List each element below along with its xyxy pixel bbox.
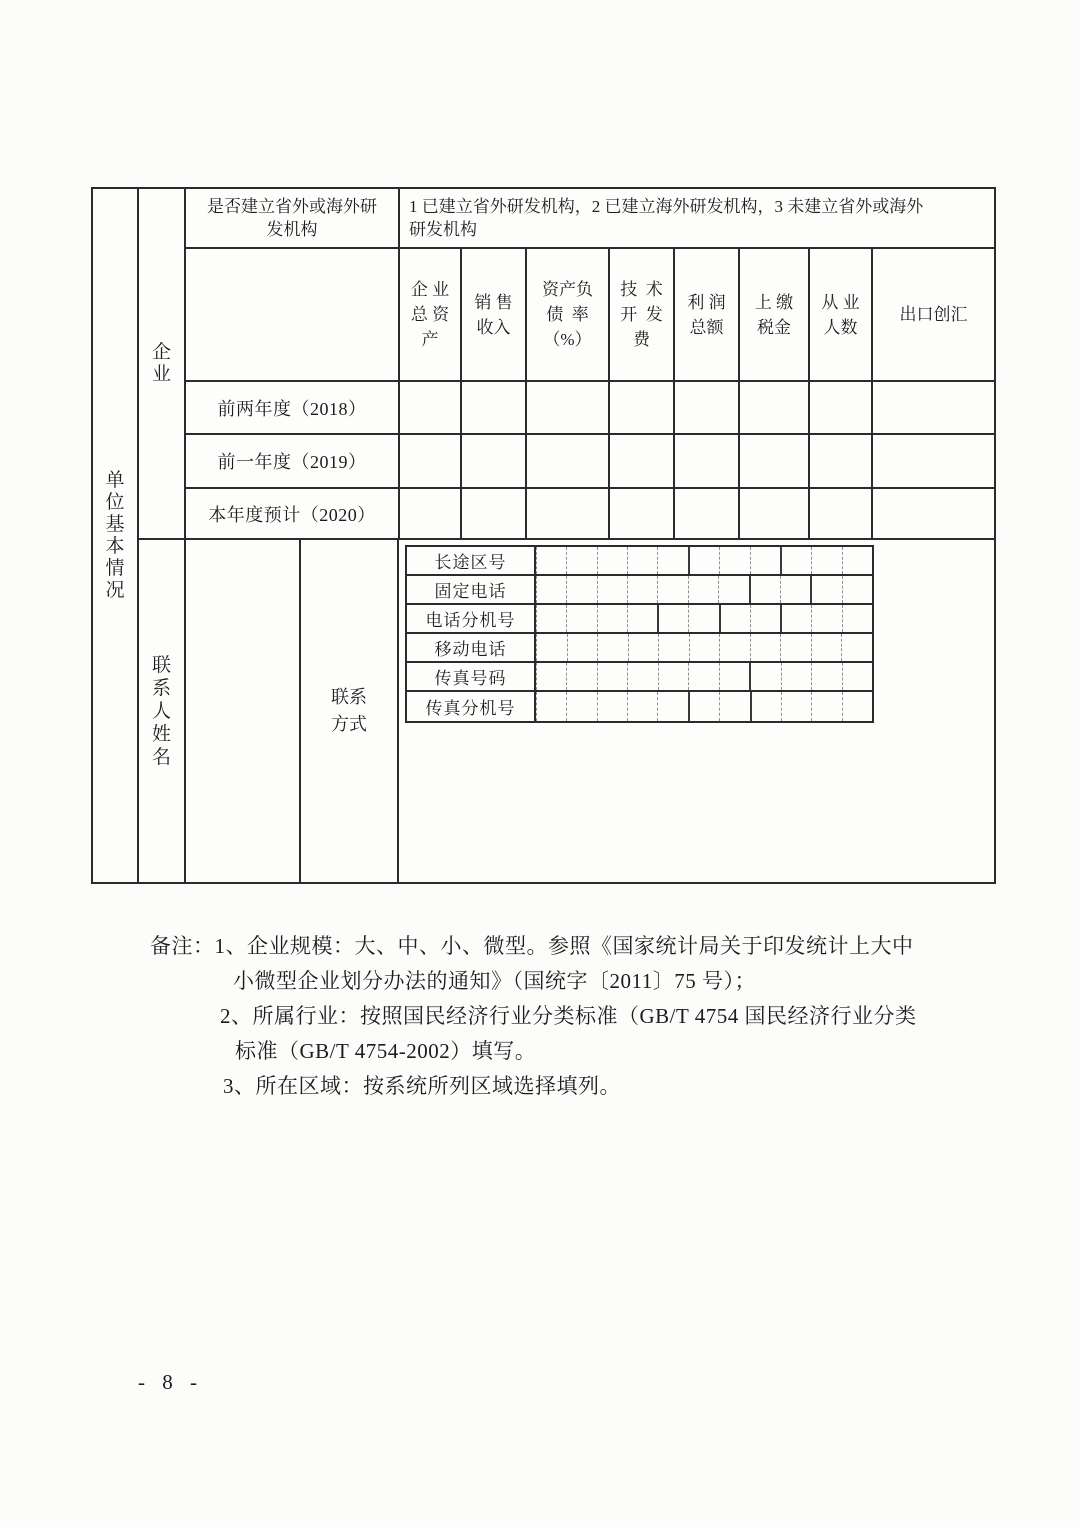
data-cell-empty xyxy=(527,382,610,433)
digit-cell xyxy=(842,576,872,603)
phone-row-extension xyxy=(407,605,872,634)
digit-cell xyxy=(658,634,689,661)
digit-cell xyxy=(658,663,688,690)
digit-cell xyxy=(536,634,567,661)
digit-cell xyxy=(842,547,872,574)
phone-row-label: 传真分机号 xyxy=(407,692,536,721)
digit-cell xyxy=(719,547,749,574)
digit-cell xyxy=(781,692,811,721)
digit-cell xyxy=(536,692,566,721)
digit-cell xyxy=(688,576,718,603)
digit-cell xyxy=(811,605,841,632)
digit-cell xyxy=(780,634,811,661)
digit-cell xyxy=(597,634,628,661)
digit-cell xyxy=(719,605,750,632)
data-cell-empty xyxy=(527,435,610,487)
table-row-year-2020 xyxy=(186,489,994,540)
phone-row-label: 电话分机号 xyxy=(407,605,536,632)
digit-cell xyxy=(597,663,627,690)
contact-name-entry-cell xyxy=(186,540,301,882)
data-cell-empty xyxy=(527,489,610,538)
data-cell-empty xyxy=(873,435,994,487)
row-group-label: 单位基本情况 xyxy=(105,469,125,601)
data-cell-empty xyxy=(810,435,873,487)
phone-row-label: 固定电话 xyxy=(407,576,536,603)
column-header-total-profit: 利 润 总额 xyxy=(675,249,740,380)
remark-line: 备注：1、企业规模：大、中、小、微型。参照《国家统计局关于印发统计上大中 xyxy=(150,934,914,958)
digit-cell xyxy=(536,547,566,574)
digit-cell xyxy=(749,663,780,690)
group-column xyxy=(139,189,186,882)
digit-cell xyxy=(657,547,687,574)
phone-row-label: 移动电话 xyxy=(407,634,536,661)
year-row-label: 本年度预计（2020） xyxy=(186,489,400,538)
phone-row-fax-extension xyxy=(407,692,872,721)
digit-cell xyxy=(780,547,811,574)
digit-cell xyxy=(780,576,810,603)
digit-cell xyxy=(688,663,718,690)
digit-cell xyxy=(718,576,748,603)
digit-cell xyxy=(597,576,627,603)
digit-cell xyxy=(566,605,596,632)
digit-cell xyxy=(719,663,749,690)
digit-cell xyxy=(688,605,718,632)
digit-cell xyxy=(566,692,596,721)
data-cell-empty xyxy=(740,489,810,538)
remark-line: 3、所在区域：按系统所列区域选择填列。 xyxy=(223,1074,621,1098)
data-cell-empty xyxy=(462,382,527,433)
table-row-year-2018 xyxy=(186,382,994,435)
digit-cell xyxy=(536,576,566,603)
digit-cell xyxy=(536,663,566,690)
data-cell-empty xyxy=(740,435,810,487)
digit-cell xyxy=(810,576,841,603)
digit-cell xyxy=(566,547,596,574)
data-cell-empty xyxy=(873,382,994,433)
digit-cell xyxy=(842,692,872,721)
digit-cell xyxy=(567,634,598,661)
digit-cell xyxy=(566,576,596,603)
data-cell-empty xyxy=(740,382,810,433)
digit-cell xyxy=(750,547,780,574)
data-cell-empty xyxy=(810,382,873,433)
digit-cell xyxy=(689,634,720,661)
data-cell-empty xyxy=(675,435,740,487)
phone-row-label: 传真号码 xyxy=(407,663,536,690)
digit-cell xyxy=(657,576,687,603)
data-cell-empty xyxy=(675,382,740,433)
remark-line: 2、所属行业：按照国民经济行业分类标准（GB/T 4754 国民经济行业分类 xyxy=(220,1004,917,1028)
unit-info-table xyxy=(91,187,996,884)
column-header-employees: 从 业 人数 xyxy=(810,249,873,380)
digit-cell xyxy=(842,663,872,690)
data-cell-empty xyxy=(400,489,462,538)
header-blank-cell xyxy=(186,249,400,380)
digit-cell xyxy=(719,634,750,661)
digit-cell xyxy=(811,692,841,721)
rnd-branch-options: 1 已建立省外研发机构，2 已建立海外研发机构，3 未建立省外或海外 研发机构 xyxy=(409,197,924,239)
group-cell-contact-person xyxy=(139,540,184,882)
contact-method-cell xyxy=(301,540,399,882)
digit-cell xyxy=(842,605,872,632)
data-cell-empty xyxy=(610,489,675,538)
data-cell-empty xyxy=(462,489,527,538)
digit-cell xyxy=(780,605,811,632)
group-cell-enterprise xyxy=(139,189,184,540)
digit-cell xyxy=(627,692,657,721)
column-header-total-assets: 企 业 总 资 产 xyxy=(400,249,462,380)
year-row-label: 前一年度（2019） xyxy=(186,435,400,487)
contact-phone-area xyxy=(399,540,994,882)
data-cell-empty xyxy=(610,435,675,487)
phone-row-label: 长途区号 xyxy=(407,547,536,574)
data-cell-empty xyxy=(400,435,462,487)
digit-cell xyxy=(750,634,781,661)
phone-row-mobile xyxy=(407,634,872,663)
remark-line: 标准（GB/T 4754-2002）填写。 xyxy=(235,1039,537,1063)
table-row-year-2019 xyxy=(186,435,994,489)
data-cell-empty xyxy=(462,435,527,487)
digit-cell xyxy=(811,634,842,661)
table-main-area xyxy=(186,189,994,882)
remarks-section xyxy=(0,929,1080,1104)
digit-cell xyxy=(719,692,749,721)
data-cell-empty xyxy=(810,489,873,538)
rnd-branch-question: 是否建立省外或海外研 发机构 xyxy=(186,189,400,247)
digit-cell xyxy=(597,692,627,721)
digit-cell xyxy=(536,605,566,632)
digit-cell xyxy=(627,576,657,603)
digit-cell xyxy=(749,576,780,603)
group-label-contact-person: 联系人姓名 xyxy=(151,654,171,768)
digit-cell xyxy=(628,634,659,661)
column-header-rnd-expense: 技 术 开 发 费 xyxy=(610,249,675,380)
data-cell-empty xyxy=(873,489,994,538)
data-cell-empty xyxy=(610,382,675,433)
digit-cell xyxy=(811,663,841,690)
phone-row-landline xyxy=(407,576,872,605)
digit-cell xyxy=(566,663,596,690)
phone-number-grid xyxy=(405,545,874,723)
group-label-enterprise: 企业 xyxy=(151,341,171,385)
rnd-branch-row xyxy=(186,189,994,249)
digit-cell xyxy=(688,547,719,574)
digit-cell xyxy=(627,547,657,574)
contact-section xyxy=(186,540,994,882)
phone-row-fax xyxy=(407,663,872,692)
contact-method-label: 联系方式 xyxy=(331,687,367,734)
indicator-header-row xyxy=(186,249,994,382)
data-cell-empty xyxy=(400,382,462,433)
phone-row-area-code xyxy=(407,547,872,576)
page-number: - 8 - xyxy=(138,1370,198,1394)
digit-cell xyxy=(750,692,781,721)
digit-cell xyxy=(841,634,872,661)
column-header-taxes-paid: 上 缴 税金 xyxy=(740,249,810,380)
row-group-cell-unit-basic-info xyxy=(93,189,139,882)
column-header-debt-ratio: 资产负 债 率 （%） xyxy=(527,249,610,380)
digit-cell xyxy=(627,605,657,632)
digit-cell xyxy=(781,663,811,690)
digit-cell xyxy=(657,605,688,632)
digit-cell xyxy=(688,692,719,721)
digit-cell xyxy=(750,605,780,632)
digit-cell xyxy=(597,605,627,632)
column-header-export-earnings: 出口创汇 xyxy=(899,305,968,324)
digit-cell xyxy=(597,547,627,574)
remark-line: 小微型企业划分办法的通知》（国统字〔2011〕75 号）； xyxy=(233,969,756,993)
year-row-label: 前两年度（2018） xyxy=(186,382,400,433)
column-header-sales-revenue: 销 售 收入 xyxy=(462,249,527,380)
digit-cell xyxy=(811,547,841,574)
digit-cell xyxy=(627,663,657,690)
data-cell-empty xyxy=(675,489,740,538)
digit-cell xyxy=(657,692,687,721)
